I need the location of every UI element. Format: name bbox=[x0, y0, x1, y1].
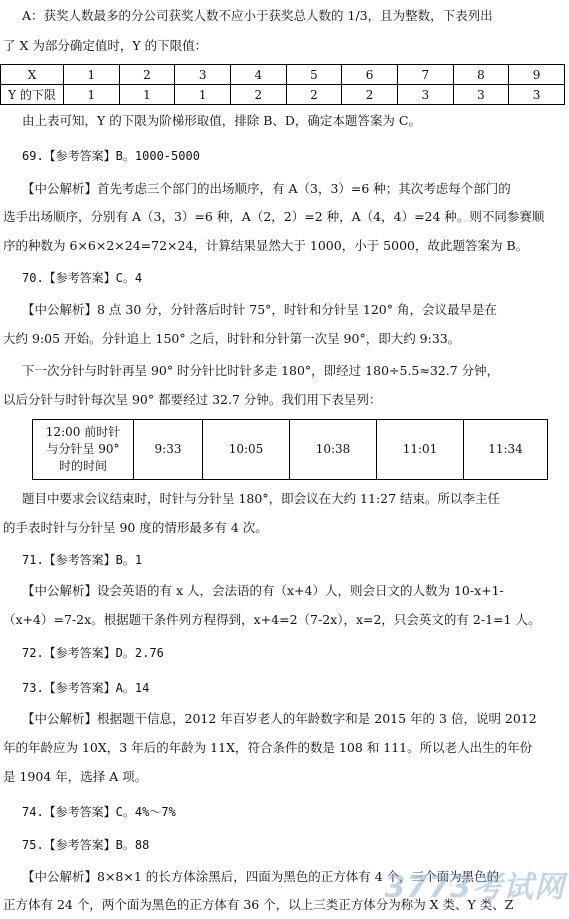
table-header-y: Y 的下限 bbox=[1, 85, 64, 105]
table-cell: 3 bbox=[509, 85, 565, 105]
table-cell: 2 bbox=[342, 85, 398, 105]
q69-explanation-1: 【中公解析】首先考虑三个部门的出场顺序，有 A（3，3）=6 种；其次考虑每个部门的 bbox=[22, 181, 511, 196]
table-row bbox=[33, 420, 548, 480]
q70-answer: 70.【参考答案】C。4 bbox=[22, 271, 143, 285]
clock-angle-table bbox=[32, 419, 548, 480]
table-row bbox=[1, 65, 565, 85]
q73-explanation-3: 是 1904 年，选择 A 项。 bbox=[3, 769, 148, 784]
q75-explanation-1: 【中公解析】8×8×1 的长方体涂黑后，四面为黑色的正方体有 4 个，三个面为黑色的 bbox=[22, 869, 500, 884]
table-header-line: 与分针呈 90° bbox=[46, 442, 120, 456]
table-cell: 2 bbox=[119, 65, 175, 85]
q71-explanation-1: 【中公解析】设会英语的有 x 人，会法语的有（x+4）人，则会日文的人数为 10-x+1- bbox=[22, 583, 504, 598]
q70-explanation-3: 下一次分针与时针再呈 90° 时分针比时针多走 180°，即经过 180÷5.5≈32.7 分钟， bbox=[22, 363, 500, 378]
q73-explanation-1: 【中公解析】根据题干信息，2012 年百岁老人的年龄数字和是 2015 年的 3 倍，说明 2012 bbox=[22, 711, 537, 726]
site-watermark: 3773考试网 bbox=[384, 870, 565, 905]
q74-answer: 74.【参考答案】C。4%～7% bbox=[22, 805, 176, 819]
table-cell: 9 bbox=[509, 65, 565, 85]
q73-answer: 73.【参考答案】A。14 bbox=[22, 681, 150, 695]
table-cell: 9:33 bbox=[134, 420, 203, 480]
table-cell: 3 bbox=[397, 85, 453, 105]
intro-line-1: A：获奖人数最多的分公司获奖人数不应小于获奖总人数的 1/3，且为整数，下表列出 bbox=[22, 8, 493, 23]
table-header-line: 时的时间 bbox=[58, 459, 107, 473]
table-cell: 1 bbox=[64, 65, 120, 85]
table-header-line: 12:00 前时针 bbox=[45, 425, 121, 439]
q75-explanation-2: 正方体有 24 个，两个面为黑色的正方体有 36 个，以上三类正方体分为称为 X 类、Y 类、Z bbox=[3, 897, 514, 912]
table-cell: 1 bbox=[119, 85, 175, 105]
table-cell: 2 bbox=[230, 85, 286, 105]
table-cell: 6 bbox=[342, 65, 398, 85]
q70-explanation-2: 大约 9:05 开始。分针追上 150° 之后，时针和分针第一次呈 90°，即大约 9:33。 bbox=[3, 331, 461, 346]
table-row bbox=[1, 85, 565, 105]
table-cell: 8 bbox=[453, 65, 509, 85]
intro-line-2: 了 X 为部分确定值时，Y 的下限值： bbox=[3, 38, 208, 53]
table-header-x: X bbox=[1, 65, 64, 85]
table-cell: 1 bbox=[175, 85, 231, 105]
q71-answer: 71.【参考答案】B。1 bbox=[22, 553, 143, 567]
conclusion-line: 由上表可知，Y 的下限为阶梯形取值，排除 B、D，确定本题答案为 C。 bbox=[22, 113, 421, 128]
y-lower-bound-table bbox=[0, 64, 565, 105]
q69-explanation-2: 选手出场顺序，分别有 A（3，3）=6 种，A（2，2）=2 种，A（4，4）=24 种。则不同参赛顺 bbox=[3, 209, 545, 224]
table-cell: 2 bbox=[286, 85, 342, 105]
q71-explanation-2: （x+4）=7-2x。根据题干条件列方程得到，x+4=2（7-2x），x=2，只会英文的有 2-1=1 人。 bbox=[3, 612, 541, 627]
table-cell: 3 bbox=[453, 85, 509, 105]
q69-explanation-3: 序的种数为 6×6×2×24=72×24，计算结果显然大于 1000，小于 5000，故此题答案为 B。 bbox=[3, 238, 529, 253]
table-cell: 5 bbox=[286, 65, 342, 85]
q73-explanation-2: 年的年龄应为 10X，3 年后的年龄为 11X，符合条件的数是 108 和 111。所以老人出生的年份 bbox=[3, 740, 533, 755]
table-cell: 4 bbox=[230, 65, 286, 85]
table-cell: 1 bbox=[64, 85, 120, 105]
table-cell: 10:05 bbox=[203, 420, 290, 480]
q69-answer: 69.【参考答案】B。1000-5000 bbox=[22, 149, 200, 163]
table-cell: 7 bbox=[397, 65, 453, 85]
table-cell: 11:01 bbox=[377, 420, 464, 480]
q70-explanation-1: 【中公解析】8 点 30 分，分针落后时针 75°，时针和分针呈 120° 角，会议最早是在 bbox=[22, 302, 497, 317]
table-cell: 3 bbox=[175, 65, 231, 85]
q72-answer: 72.【参考答案】D。2.76 bbox=[22, 646, 164, 660]
q70-explanation-6: 的手表时针与分针呈 90 度的情形最多有 4 次。 bbox=[3, 520, 268, 535]
q75-answer: 75.【参考答案】B。88 bbox=[22, 838, 150, 852]
table-cell: 10:38 bbox=[290, 420, 377, 480]
table-cell: 11:34 bbox=[464, 420, 548, 480]
table-header-cell bbox=[33, 420, 134, 480]
q70-explanation-5: 题目中要求会议结束时，时针与分针呈 180°，即会议在大约 11:27 结束。所以李主任 bbox=[22, 491, 501, 506]
q70-explanation-4: 以后分针与时针每次呈 90° 都要经过 32.7 分钟。我们用下表呈列： bbox=[3, 392, 382, 407]
